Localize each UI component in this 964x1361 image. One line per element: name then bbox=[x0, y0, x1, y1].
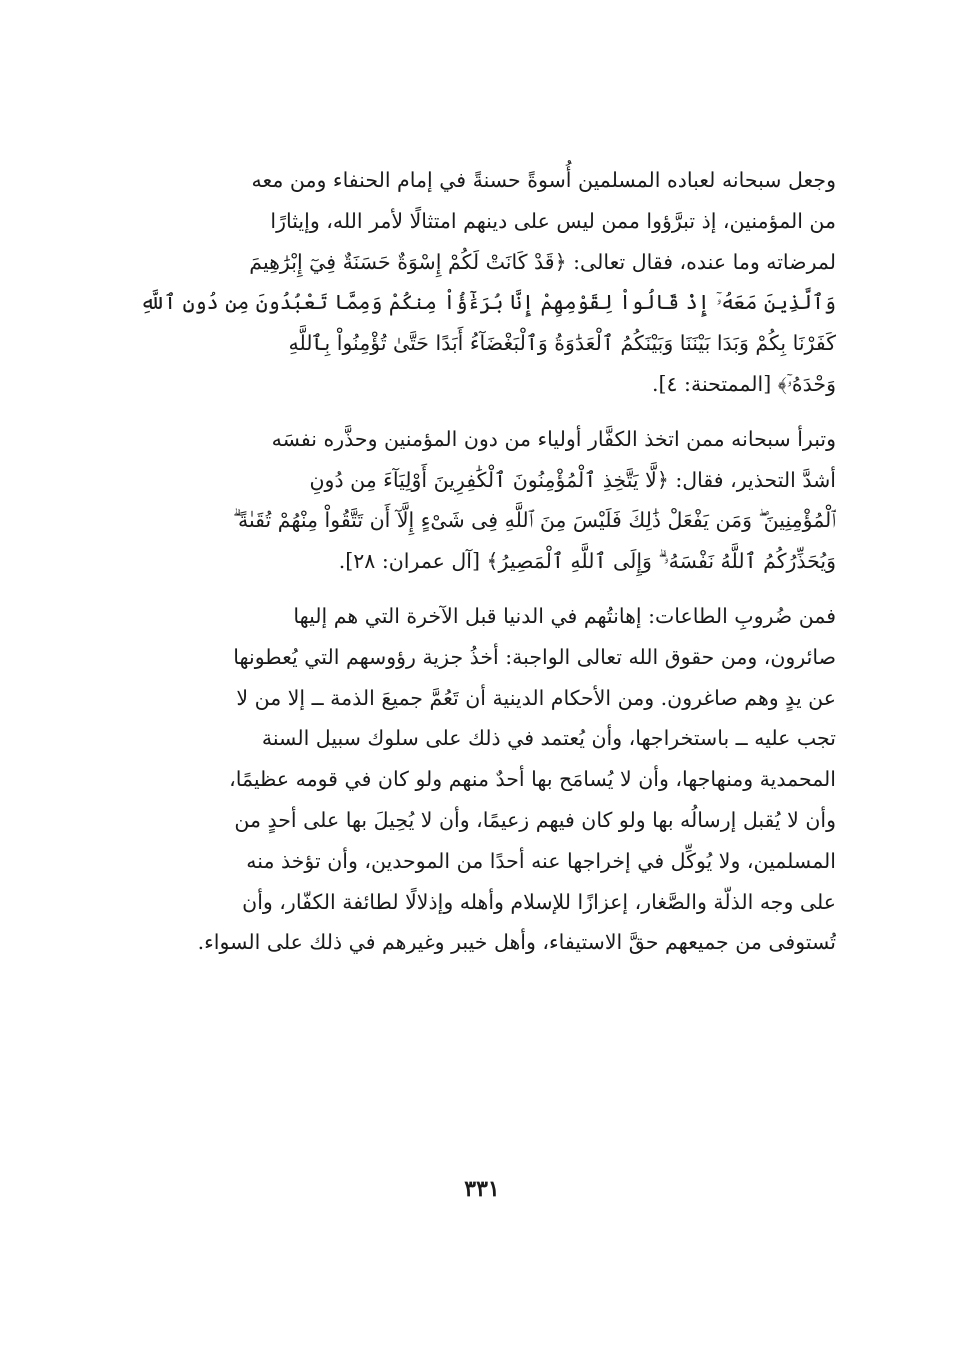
text-line: المحمدية ومنهاجها، وأن لا يُسامَح بها أحدٌ منهم ولو كان في قومه عظيمًا، bbox=[229, 767, 836, 792]
page-body bbox=[128, 160, 836, 963]
quran-verse-line: وَٱلَّذِينَ مَعَهُۥٓ إِذْ قَالُواْ لِقَوْمِهِمْ إِنَّا بُرَءَٰٓؤُاْ مِنكُمْ وَمِمَّا تَعْبُدُونَ مِن دُونِ ٱللَّهِ bbox=[140, 290, 836, 315]
quran-verse-line: وَحْدَهُۥٓ﴾ [الممتحنة: ٤]. bbox=[652, 371, 836, 396]
text-line: عن يدٍ وهم صاغرون. ومن الأحكام الدينية أن تَعُمَّ جميعَ الذمة ــ إلا من لا bbox=[236, 685, 836, 710]
text-line: وأن لا يُقبل إرسالُه بها ولو كان فيهم زعيمًا، وأن لا يُحِيلَ بها على أحدٍ من bbox=[234, 807, 836, 832]
quran-verse-line: أشدَّ التحذير، فقال: ﴿لَّا يَتَّخِذِ ٱلْمُؤْمِنُونَ ٱلْكَٰفِرِينَ أَوْلِيَآءَ مِن دُونِ bbox=[309, 467, 836, 492]
text-line: تجب عليه ــ باستخراجها، وأن يُعتمد في ذلك على سلوك سبيل السنة bbox=[261, 726, 836, 751]
quran-verse-line: وَيُحَذِّرُكُمُ ٱللَّهُ نَفْسَهُۥ ۗ وَإِلَى ٱللَّهِ ٱلْمَصِيرُ﴾ [آل عمران: ٢٨]. bbox=[338, 549, 836, 574]
quran-verse-line: كَفَرْنَا بِكُمْ وَبَدَا بَيْنَنَا وَبَيْنَكُمُ ٱلْعَدَٰوَةُ وَٱلْبَغْضَآءُ أَبَدًا حَتَّىٰ تُؤْمِنُواْ بِٱللَّهِ bbox=[288, 331, 836, 356]
paragraph-1 bbox=[128, 160, 836, 405]
paragraph-2 bbox=[128, 419, 836, 582]
text-line: المسلمين، ولا يُوكِّل في إخراجها عنه أحدًا من الموحدين، وأن تؤخذ منه bbox=[246, 848, 836, 873]
page-number: ٣٣١ bbox=[464, 1176, 500, 1202]
quran-verse-line: لمرضاته وما عنده، فقال تعالى: ﴿قَدْ كَانَتْ لَكُمْ إِسْوَةٌ حَسَنَةٌ فِيٓ إِبْرَٰهِيمَ bbox=[249, 249, 836, 274]
text-line: وتبرأ سبحانه ممن اتخذ الكفَّار أولياء من دون المؤمنين وحذَّره نفسَه bbox=[271, 426, 836, 451]
text-line: صائرون، ومن حقوق الله تعالى الواجبة: أخذُ جزية رؤوسهم التي يُعطونها bbox=[233, 644, 836, 669]
text-line: وجعل سبحانه لعباده المسلمين أُسوةً حسنةً في إمام الحنفاء ومن معه bbox=[251, 168, 836, 192]
paragraph-3 bbox=[128, 596, 836, 963]
text-line: من المؤمنين، إذ تبرَّؤوا ممن ليس على دينهم امتثالًا لأمر الله، وإيثارًا bbox=[270, 208, 836, 233]
text-line: فمن ضُروبِ الطاعات: إهانتُهم في الدنيا قبل الآخرة التي هم إليها bbox=[293, 603, 836, 628]
text-line: تُستوفى من جميعهم حقَّ الاستيفاء، وأهل خيبر وغيرهم في ذلك على السواء. bbox=[197, 930, 836, 955]
text-line: على وجه الذلّة والصَّغار، إعزازًا للإسلام وأهله وإذلالًا لطائفة الكفّار، وأن bbox=[242, 889, 836, 914]
quran-verse-line: ٱلْمُؤْمِنِينَ ۖ وَمَن يَفْعَلْ ذَٰلِكَ فَلَيْسَ مِنَ ٱللَّهِ فِى شَىْءٍ إِلَّآ أَن تَتَّقُواْ مِنْهُمْ تُقَىٰةً ۗ bbox=[232, 508, 836, 533]
